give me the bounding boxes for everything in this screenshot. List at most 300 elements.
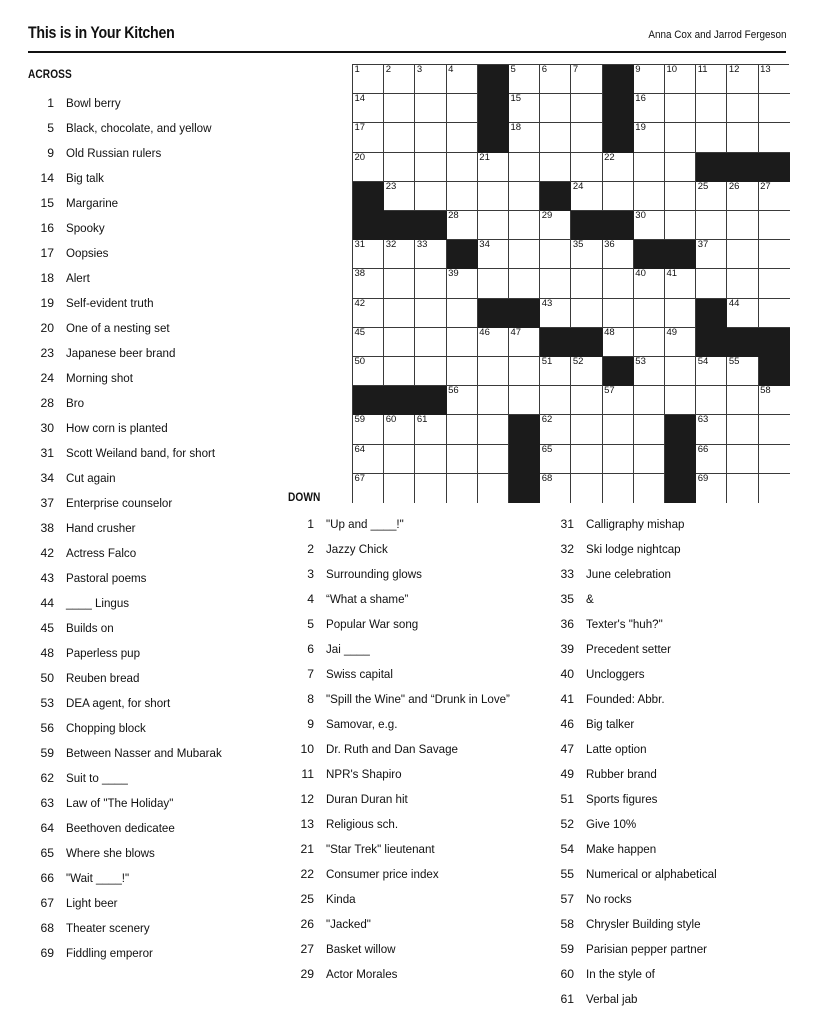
grid-cell[interactable] — [603, 386, 634, 415]
grid-cell[interactable] — [478, 269, 509, 298]
grid-cell[interactable] — [384, 415, 415, 444]
grid-cell[interactable] — [353, 123, 384, 152]
clue-number: 22 — [300, 867, 314, 881]
clue-text: Hand crusher — [66, 521, 136, 535]
grid-cell[interactable] — [665, 357, 696, 386]
grid-cell[interactable] — [509, 386, 540, 415]
clue-number: 28 — [40, 396, 54, 410]
grid-cell[interactable] — [603, 445, 634, 474]
grid-cell[interactable] — [478, 328, 509, 357]
grid-cell[interactable] — [447, 182, 478, 211]
grid-cell[interactable] — [696, 415, 727, 444]
clue-number: 52 — [560, 817, 574, 831]
grid-cell[interactable] — [447, 123, 478, 152]
grid-block-cell — [727, 153, 758, 182]
grid-cell[interactable] — [415, 445, 446, 474]
grid-cell-number: 21 — [479, 151, 490, 163]
grid-cell[interactable] — [759, 299, 790, 328]
grid-cell[interactable] — [415, 182, 446, 211]
grid-cell-number: 44 — [728, 297, 740, 309]
grid-cell[interactable] — [634, 94, 665, 123]
grid-cell[interactable] — [447, 211, 478, 240]
grid-cell[interactable] — [509, 328, 540, 357]
grid-cell[interactable] — [634, 123, 665, 152]
down-clue-61[interactable] — [548, 987, 798, 1012]
grid-cell[interactable] — [509, 123, 540, 152]
crossword-grid[interactable] — [352, 64, 789, 503]
grid-cell[interactable] — [571, 94, 602, 123]
grid-cell[interactable] — [759, 415, 790, 444]
grid-cell[interactable] — [415, 328, 446, 357]
grid-cell[interactable] — [415, 269, 446, 298]
across-clue-69[interactable] — [28, 941, 283, 966]
down-clue-36[interactable] — [548, 612, 798, 637]
across-clue-20[interactable] — [28, 316, 283, 341]
down-clue-12[interactable] — [288, 787, 533, 812]
down-clue-29[interactable] — [288, 962, 533, 987]
grid-cell[interactable] — [540, 240, 571, 269]
across-clue-18[interactable] — [28, 266, 283, 291]
grid-cell[interactable] — [353, 65, 384, 94]
clue-text: Where she blows — [66, 846, 155, 860]
grid-cell[interactable] — [665, 269, 696, 298]
across-clue-28[interactable] — [28, 391, 283, 416]
across-clue-45[interactable] — [28, 616, 283, 641]
grid-cell[interactable] — [478, 474, 509, 503]
grid-cell[interactable] — [540, 299, 571, 328]
grid-cell[interactable] — [759, 94, 790, 123]
across-clue-1[interactable] — [28, 91, 283, 116]
clue-text: Sports figures — [586, 792, 658, 806]
grid-cell[interactable] — [415, 299, 446, 328]
grid-block-cell — [727, 328, 758, 357]
grid-cell[interactable] — [634, 65, 665, 94]
grid-cell[interactable] — [727, 474, 758, 503]
grid-cell[interactable] — [571, 415, 602, 444]
down-clue-1[interactable] — [288, 512, 533, 537]
down-clue-46[interactable] — [548, 712, 798, 737]
grid-cell[interactable] — [509, 65, 540, 94]
grid-cell[interactable] — [447, 474, 478, 503]
clue-text: Suit to ____ — [66, 771, 128, 785]
grid-cell[interactable] — [571, 269, 602, 298]
clue-number: 45 — [40, 621, 54, 635]
grid-cell[interactable] — [634, 269, 665, 298]
grid-cell[interactable] — [540, 211, 571, 240]
across-clue-37[interactable] — [28, 491, 283, 516]
grid-cell[interactable] — [509, 240, 540, 269]
clue-text: Theater scenery — [66, 921, 150, 935]
down-clue-49[interactable] — [548, 762, 798, 787]
grid-cell[interactable] — [384, 299, 415, 328]
grid-cell[interactable] — [540, 386, 571, 415]
across-clue-66[interactable] — [28, 866, 283, 891]
grid-cell[interactable] — [415, 474, 446, 503]
grid-cell-number: 48 — [604, 326, 615, 338]
grid-cell[interactable] — [540, 357, 571, 386]
grid-cell[interactable] — [759, 65, 790, 94]
across-clue-59[interactable] — [28, 741, 283, 766]
across-clue-53[interactable] — [28, 691, 283, 716]
down-clue-9[interactable] — [288, 712, 533, 737]
grid-cell[interactable] — [540, 65, 571, 94]
grid-cell[interactable] — [759, 240, 790, 269]
grid-cell[interactable] — [634, 386, 665, 415]
across-clue-5[interactable] — [28, 116, 283, 141]
across-clue-31[interactable] — [28, 441, 283, 466]
across-clue-42[interactable] — [28, 541, 283, 566]
across-clue-30[interactable] — [28, 416, 283, 441]
across-clue-19[interactable] — [28, 291, 283, 316]
down-clue-5[interactable] — [288, 612, 533, 637]
grid-cell[interactable] — [696, 65, 727, 94]
down-clue-4[interactable] — [288, 587, 533, 612]
grid-cell[interactable] — [665, 153, 696, 182]
down-clue-57[interactable] — [548, 887, 798, 912]
down-clue-51[interactable] — [548, 787, 798, 812]
clue-text: Fiddling emperor — [66, 946, 153, 960]
grid-cell[interactable] — [353, 299, 384, 328]
grid-cell-number: 53 — [635, 356, 646, 367]
grid-cell[interactable] — [571, 123, 602, 152]
grid-cell[interactable] — [384, 153, 415, 182]
down-clue-27[interactable] — [288, 937, 533, 962]
grid-block-cell — [478, 299, 509, 328]
grid-cell[interactable] — [727, 94, 758, 123]
grid-cell[interactable] — [665, 65, 696, 94]
grid-cell[interactable] — [727, 240, 758, 269]
across-clue-44[interactable] — [28, 591, 283, 616]
across-clue-68[interactable] — [28, 916, 283, 941]
grid-cell[interactable] — [415, 153, 446, 182]
clue-text: Pastoral poems — [66, 571, 147, 585]
down-clue-6[interactable] — [288, 637, 533, 662]
grid-cell[interactable] — [634, 328, 665, 357]
grid-cell[interactable] — [665, 94, 696, 123]
grid-cell[interactable] — [727, 299, 758, 328]
grid-cell-number: 60 — [385, 414, 397, 426]
grid-cell[interactable] — [727, 269, 758, 298]
grid-cell[interactable] — [540, 415, 571, 444]
grid-cell-number: 10 — [666, 64, 678, 75]
across-clue-63[interactable] — [28, 791, 283, 816]
grid-cell[interactable] — [353, 415, 384, 444]
down-clue-40[interactable] — [548, 662, 798, 687]
down-clue-41[interactable] — [548, 687, 798, 712]
grid-cell[interactable] — [603, 269, 634, 298]
grid-block-cell — [696, 153, 727, 182]
grid-cell[interactable] — [447, 299, 478, 328]
grid-block-cell — [665, 240, 696, 269]
across-clue-list — [28, 91, 283, 966]
grid-cell[interactable] — [634, 445, 665, 474]
clue-number: 25 — [300, 892, 314, 906]
grid-cell[interactable] — [571, 182, 602, 211]
down-clue-32[interactable] — [548, 537, 798, 562]
clue-number: 59 — [40, 746, 54, 760]
across-clue-14[interactable] — [28, 166, 283, 191]
grid-block-cell — [384, 386, 415, 415]
across-clue-56[interactable] — [28, 716, 283, 741]
down-clue-59[interactable] — [548, 937, 798, 962]
grid-cell[interactable] — [447, 65, 478, 94]
grid-cell[interactable] — [384, 123, 415, 152]
grid-cell[interactable] — [727, 123, 758, 152]
grid-cell[interactable] — [384, 65, 415, 94]
grid-cell[interactable] — [727, 65, 758, 94]
grid-cell[interactable] — [634, 153, 665, 182]
clue-text: Bro — [66, 396, 85, 410]
grid-cell[interactable] — [727, 182, 758, 211]
grid-cell[interactable] — [540, 474, 571, 503]
grid-cell[interactable] — [634, 357, 665, 386]
down-clue-33[interactable] — [548, 562, 798, 587]
across-clue-67[interactable] — [28, 891, 283, 916]
grid-cell[interactable] — [509, 357, 540, 386]
down-clue-13[interactable] — [288, 812, 533, 837]
clue-number: 60 — [560, 967, 574, 981]
grid-cell[interactable] — [634, 415, 665, 444]
grid-cell[interactable] — [696, 474, 727, 503]
down-clue-11[interactable] — [288, 762, 533, 787]
grid-cell[interactable] — [447, 357, 478, 386]
grid-cell[interactable] — [478, 211, 509, 240]
grid-cell[interactable] — [509, 269, 540, 298]
down-clue-10[interactable] — [288, 737, 533, 762]
clue-text: "Wait ____!" — [66, 871, 130, 885]
clue-number: 66 — [40, 871, 54, 885]
clue-text: Japanese beer brand — [66, 346, 176, 360]
grid-cell[interactable] — [727, 357, 758, 386]
grid-cell[interactable] — [353, 240, 384, 269]
grid-cell[interactable] — [415, 65, 446, 94]
grid-cell[interactable] — [415, 357, 446, 386]
across-clue-50[interactable] — [28, 666, 283, 691]
down-clue-3[interactable] — [288, 562, 533, 587]
grid-cell[interactable] — [759, 445, 790, 474]
grid-cell[interactable] — [665, 123, 696, 152]
grid-cell[interactable] — [571, 357, 602, 386]
grid-cell[interactable] — [665, 299, 696, 328]
grid-cell[interactable] — [571, 240, 602, 269]
clue-number: 1 — [307, 517, 314, 531]
grid-cell[interactable] — [540, 94, 571, 123]
clue-number: 35 — [560, 592, 574, 606]
down-clue-54[interactable] — [548, 837, 798, 862]
grid-cell[interactable] — [603, 415, 634, 444]
grid-cell[interactable] — [447, 94, 478, 123]
down-clue-47[interactable] — [548, 737, 798, 762]
grid-cell[interactable] — [665, 386, 696, 415]
grid-cell[interactable] — [353, 94, 384, 123]
grid-cell[interactable] — [384, 94, 415, 123]
grid-cell[interactable] — [478, 357, 509, 386]
down-clue-60[interactable] — [548, 962, 798, 987]
grid-block-cell — [759, 153, 790, 182]
down-clue-55[interactable] — [548, 862, 798, 887]
down-clue-7[interactable] — [288, 662, 533, 687]
grid-cell-number: 63 — [697, 414, 709, 426]
grid-cell[interactable] — [509, 182, 540, 211]
grid-cell[interactable] — [665, 182, 696, 211]
grid-cell[interactable] — [540, 123, 571, 152]
grid-cell[interactable] — [384, 269, 415, 298]
grid-cell[interactable] — [478, 445, 509, 474]
grid-cell[interactable] — [759, 474, 790, 503]
grid-cell[interactable] — [540, 153, 571, 182]
grid-cell[interactable] — [478, 182, 509, 211]
grid-cell[interactable] — [696, 123, 727, 152]
across-clue-9[interactable] — [28, 141, 283, 166]
grid-cell[interactable] — [384, 357, 415, 386]
across-clue-43[interactable] — [28, 566, 283, 591]
down-clue-2[interactable] — [288, 537, 533, 562]
across-clue-38[interactable] — [28, 516, 283, 541]
grid-cell[interactable] — [759, 269, 790, 298]
grid-cell[interactable] — [478, 153, 509, 182]
grid-cell[interactable] — [478, 415, 509, 444]
grid-cell[interactable] — [603, 299, 634, 328]
clue-number: 2 — [307, 542, 314, 556]
down-clue-25[interactable] — [288, 887, 533, 912]
grid-cell[interactable] — [353, 357, 384, 386]
across-clue-65[interactable] — [28, 841, 283, 866]
grid-cell[interactable] — [571, 65, 602, 94]
grid-cell[interactable] — [478, 240, 509, 269]
down-clue-21[interactable] — [288, 837, 533, 862]
grid-cell[interactable] — [634, 182, 665, 211]
across-clue-64[interactable] — [28, 816, 283, 841]
clue-text: Enterprise counselor — [66, 496, 173, 510]
grid-cell[interactable] — [634, 211, 665, 240]
grid-cell[interactable] — [540, 269, 571, 298]
grid-cell[interactable] — [415, 94, 446, 123]
down-clue-35[interactable] — [548, 587, 798, 612]
clue-text: “What a shame” — [326, 592, 409, 606]
grid-cell[interactable] — [384, 445, 415, 474]
grid-cell[interactable] — [415, 123, 446, 152]
grid-cell[interactable] — [571, 299, 602, 328]
grid-cell[interactable] — [353, 445, 384, 474]
grid-cell[interactable] — [759, 211, 790, 240]
down-clue-22[interactable] — [288, 862, 533, 887]
grid-cell[interactable] — [759, 123, 790, 152]
grid-cell[interactable] — [634, 299, 665, 328]
grid-block-cell — [509, 445, 540, 474]
grid-cell[interactable] — [696, 94, 727, 123]
down-clue-39[interactable] — [548, 637, 798, 662]
grid-cell-number: 58 — [760, 385, 771, 397]
clue-number: 62 — [40, 771, 54, 785]
clue-number: 56 — [40, 721, 54, 735]
grid-cell-number: 17 — [354, 122, 366, 134]
grid-cell[interactable] — [353, 153, 384, 182]
grid-cell[interactable] — [603, 153, 634, 182]
grid-cell[interactable] — [727, 386, 758, 415]
grid-block-cell — [696, 328, 727, 357]
grid-cell[interactable] — [696, 269, 727, 298]
grid-cell[interactable] — [447, 386, 478, 415]
across-clue-17[interactable] — [28, 241, 283, 266]
grid-cell[interactable] — [603, 240, 634, 269]
grid-cell[interactable] — [727, 211, 758, 240]
grid-cell[interactable] — [665, 211, 696, 240]
clue-number: 1 — [47, 96, 54, 110]
clue-text: Ski lodge nightcap — [586, 542, 681, 556]
grid-cell[interactable] — [696, 445, 727, 474]
grid-cell[interactable] — [634, 474, 665, 503]
grid-cell[interactable] — [665, 328, 696, 357]
grid-cell[interactable] — [447, 328, 478, 357]
grid-cell[interactable] — [447, 269, 478, 298]
across-clue-15[interactable] — [28, 191, 283, 216]
grid-cell[interactable] — [509, 94, 540, 123]
down-clue-8[interactable] — [288, 687, 533, 712]
grid-cell[interactable] — [384, 240, 415, 269]
grid-cell[interactable] — [603, 474, 634, 503]
grid-cell[interactable] — [447, 153, 478, 182]
grid-cell[interactable] — [696, 357, 727, 386]
grid-cell[interactable] — [353, 328, 384, 357]
grid-cell[interactable] — [603, 328, 634, 357]
clue-text: Numerical or alphabetical — [586, 867, 717, 881]
grid-cell[interactable] — [759, 182, 790, 211]
grid-cell[interactable] — [447, 445, 478, 474]
clue-text: Beethoven dedicatee — [66, 821, 175, 835]
grid-cell[interactable] — [571, 386, 602, 415]
grid-cell[interactable] — [696, 240, 727, 269]
grid-cell[interactable] — [696, 182, 727, 211]
grid-cell-number: 55 — [728, 356, 740, 367]
grid-cell[interactable] — [727, 415, 758, 444]
grid-cell[interactable] — [571, 445, 602, 474]
grid-cell[interactable] — [727, 445, 758, 474]
grid-cell[interactable] — [384, 474, 415, 503]
clue-number: 69 — [40, 946, 54, 960]
down-clue-26[interactable] — [288, 912, 533, 937]
grid-cell[interactable] — [759, 386, 790, 415]
across-clue-23[interactable] — [28, 341, 283, 366]
grid-cell[interactable] — [540, 445, 571, 474]
grid-cell[interactable] — [509, 211, 540, 240]
down-clue-58[interactable] — [548, 912, 798, 937]
grid-cell[interactable] — [603, 182, 634, 211]
grid-cell[interactable] — [415, 240, 446, 269]
grid-cell[interactable] — [384, 182, 415, 211]
clue-text: Swiss capital — [326, 667, 393, 681]
grid-cell[interactable] — [415, 415, 446, 444]
down-clue-31[interactable] — [548, 512, 798, 537]
grid-cell[interactable] — [571, 153, 602, 182]
across-clue-48[interactable] — [28, 641, 283, 666]
down-clue-52[interactable] — [548, 812, 798, 837]
grid-block-cell — [509, 415, 540, 444]
grid-cell[interactable] — [478, 386, 509, 415]
across-clue-16[interactable] — [28, 216, 283, 241]
across-clue-34[interactable] — [28, 466, 283, 491]
grid-cell[interactable] — [509, 153, 540, 182]
grid-cell[interactable] — [384, 328, 415, 357]
grid-cell[interactable] — [696, 386, 727, 415]
grid-cell[interactable] — [353, 474, 384, 503]
across-clue-62[interactable] — [28, 766, 283, 791]
grid-cell[interactable] — [447, 415, 478, 444]
grid-cell[interactable] — [353, 269, 384, 298]
grid-cell-number: 36 — [604, 239, 615, 251]
across-clue-24[interactable] — [28, 366, 283, 391]
grid-cell[interactable] — [571, 474, 602, 503]
grid-cell[interactable] — [696, 211, 727, 240]
